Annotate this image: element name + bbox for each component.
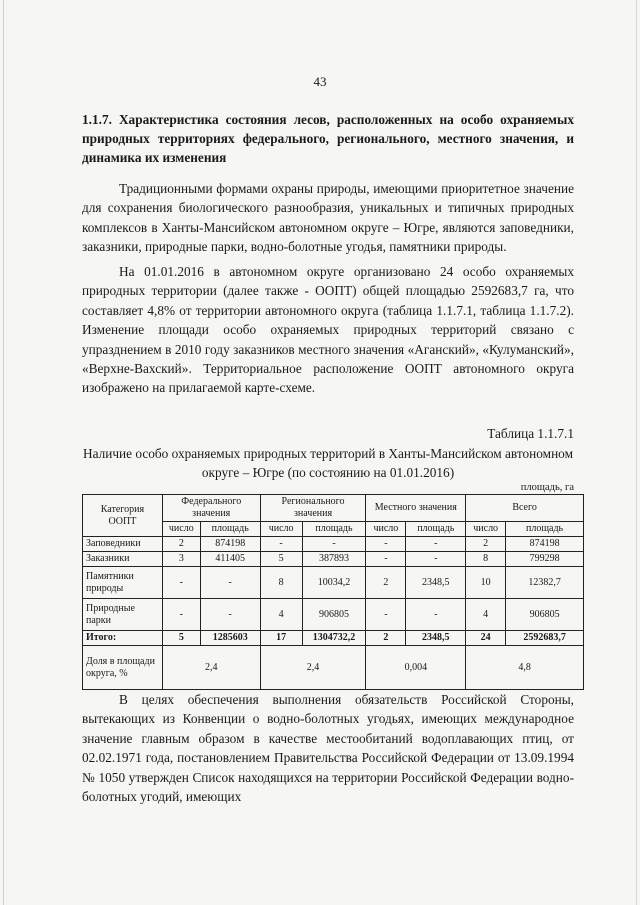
header-group-local: Местного значения (366, 495, 466, 522)
cell: 2348,5 (406, 567, 466, 599)
header-area: площадь (406, 522, 466, 537)
cell: - (260, 537, 302, 552)
row-label: Заповедники (83, 537, 163, 552)
cell: - (366, 552, 406, 567)
cell: 4 (260, 599, 302, 631)
cell: 8 (260, 567, 302, 599)
table-header-row-1 (83, 495, 584, 522)
cell: 1304732,2 (302, 631, 366, 646)
cell: 387893 (302, 552, 366, 567)
table-title: Наличие особо охраняемых природных территорий в Ханты-Мансийском автономном округе – Югре (по состоянию на 01.01.2016) (82, 446, 573, 480)
cell: 10034,2 (302, 567, 366, 599)
row-label: Доля в площади округа, % (83, 646, 163, 690)
header-count: число (162, 522, 200, 537)
cell: 12382,7 (506, 567, 584, 599)
cell: - (302, 537, 366, 552)
cell: 3 (162, 552, 200, 567)
header-area: площадь (302, 522, 366, 537)
cell: 5 (162, 631, 200, 646)
header-area: площадь (506, 522, 584, 537)
cell: 17 (260, 631, 302, 646)
paragraph-3: В целях обеспечения выполнения обязательств Российской Стороны, вытекающих из Конвенции о водно-болотных угодьях, имеющих международное значение главным образом в качестве местообитаний водоплавающих птиц, от 02.02.1971 года, постановлением Правительства Российской Федерации от 13.09.1994 № 1050 утвержден Список находящихся на территории Российской Федерации водно-болотных угодий, имеющих (82, 692, 574, 805)
cell: 2592683,7 (506, 631, 584, 646)
section-title: 1.1.7. Характеристика состояния лесов, расположенных на особо охраняемых природных территориях федерального, регионального, местного значения, и динамика их изменения (82, 112, 574, 165)
table-label: Таблица 1.1.7.1 (487, 426, 574, 441)
header-count: число (466, 522, 506, 537)
table-row-total (83, 631, 584, 646)
header-count: число (260, 522, 302, 537)
cell: - (406, 552, 466, 567)
cell: 874198 (200, 537, 260, 552)
cell: 1285603 (200, 631, 260, 646)
cell: 906805 (302, 599, 366, 631)
header-group-regional: Регионального значения (260, 495, 366, 522)
table-row (83, 567, 584, 599)
cell: 2 (366, 567, 406, 599)
row-label: Заказники (83, 552, 163, 567)
table-units: площадь, га (520, 482, 574, 493)
cell: 2348,5 (406, 631, 466, 646)
cell: 906805 (506, 599, 584, 631)
cell: 799298 (506, 552, 584, 567)
cell: 2,4 (162, 646, 260, 690)
cell: 5 (260, 552, 302, 567)
cell: 2 (162, 537, 200, 552)
cell: - (406, 599, 466, 631)
table-row (83, 552, 584, 567)
scan-edge-right (636, 0, 637, 905)
header-category: Категория ООПТ (83, 495, 163, 537)
header-area: площадь (200, 522, 260, 537)
cell: - (406, 537, 466, 552)
cell: 2 (366, 631, 406, 646)
cell: 24 (466, 631, 506, 646)
header-group-federal: Федерального значения (162, 495, 260, 522)
row-label: Памятники природы (83, 567, 163, 599)
cell: - (162, 567, 200, 599)
table-row-share (83, 646, 584, 690)
cell: - (366, 599, 406, 631)
header-count: число (366, 522, 406, 537)
cell: 2,4 (260, 646, 366, 690)
header-group-total: Всего (466, 495, 584, 522)
cell: 0,004 (366, 646, 466, 690)
cell: - (162, 599, 200, 631)
row-label: Итого: (83, 631, 163, 646)
cell: 4,8 (466, 646, 584, 690)
paragraph-2: На 01.01.2016 в автономном округе организовано 24 особо охраняемых природных территории (далее также - ООПТ) общей площадью 2592683,7 га, что составляет 4,8% от территории автономного округа (таблица 1.1.7.1, таблица 1.1.7.2). Изменение площади особо охраняемых природных территорий связано с упразднением в 2010 году заказников местного значения «Аганский», «Кулуманский», «Верхне-Вахский». Территориальное расположение ООПТ автономного округа изображено на прилагаемой карте-схеме. (82, 264, 574, 396)
cell: 8 (466, 552, 506, 567)
cell: 411405 (200, 552, 260, 567)
oopt-table (82, 494, 584, 690)
cell: - (366, 537, 406, 552)
scan-edge-left (3, 0, 4, 905)
table-row (83, 599, 584, 631)
cell: 4 (466, 599, 506, 631)
table-row (83, 537, 584, 552)
cell: 10 (466, 567, 506, 599)
row-label: Природные парки (83, 599, 163, 631)
page-number: 43 (313, 74, 327, 89)
cell: - (200, 567, 260, 599)
paragraph-1: Традиционными формами охраны природы, имеющими приоритетное значение для сохранения биологического разнообразия, уникальных и типичных природных комплексов в Ханты-Мансийском автономном округе – Югре, являются заповедники, заказники, природные парки, водно-болотные угодья, памятники природы. (82, 181, 574, 255)
cell: 874198 (506, 537, 584, 552)
cell: 2 (466, 537, 506, 552)
cell: - (200, 599, 260, 631)
